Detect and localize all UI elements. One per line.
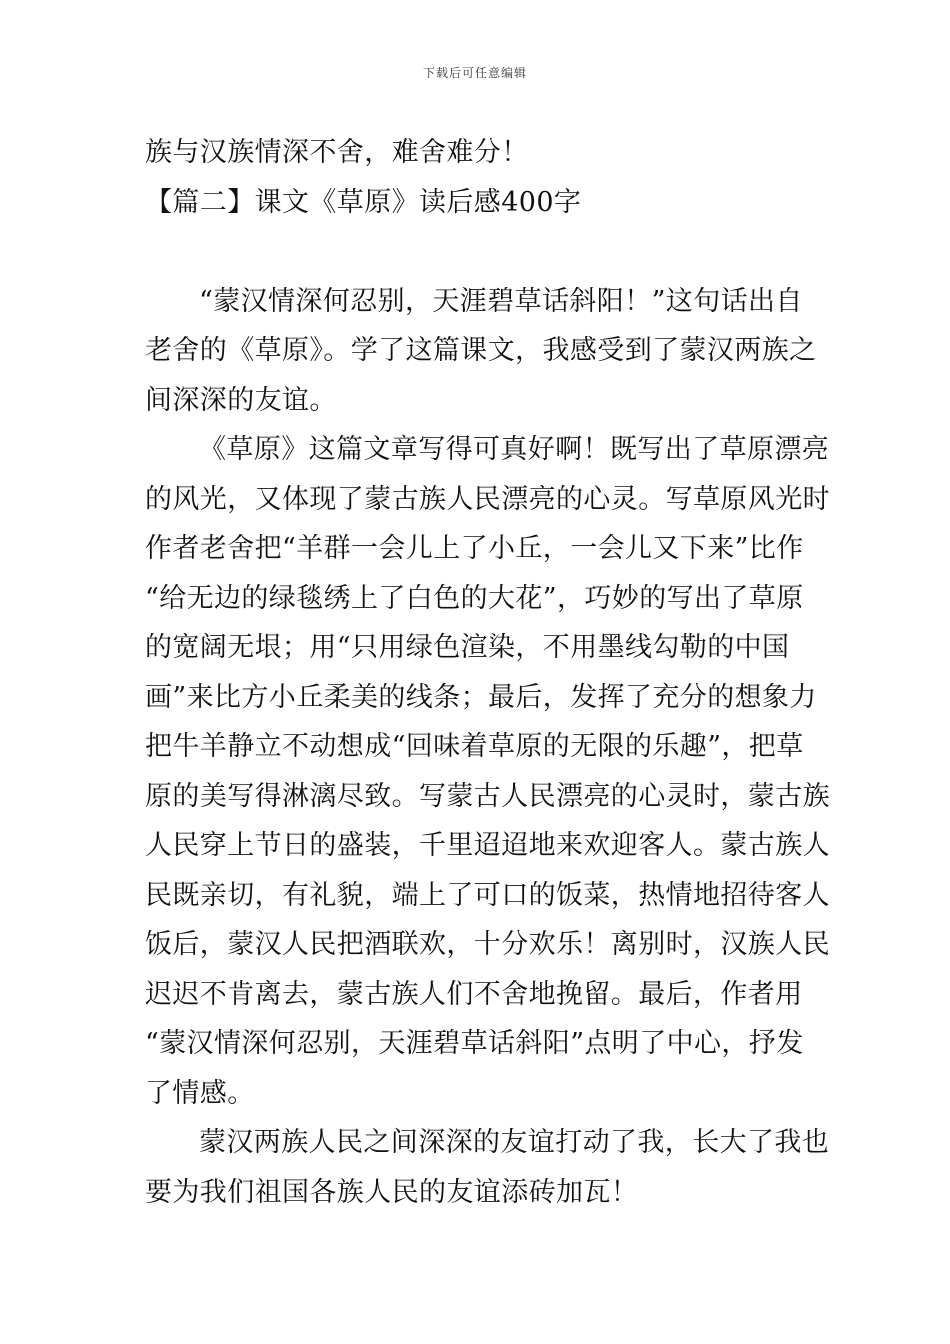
- text-line: “给无边的绿毯绣上了白色的大花”，巧妙的写出了草原: [145, 582, 804, 614]
- text-line: 要为我们祖国各族人民的友谊添砖加瓦！: [145, 1176, 639, 1208]
- text-line: 了情感。: [145, 1077, 255, 1109]
- text-line: 把牛羊静立不动想成“回味着草原的无限的乐趣”，把草: [145, 731, 804, 762]
- text-line: 族与汉族情深不舍，难舍难分！: [145, 137, 529, 168]
- text-line: 迟迟不肯离去，蒙古族人们不舍地挽留。最后，作者用: [145, 978, 803, 1010]
- text-line: 画”来比方小丘柔美的线条；最后，发挥了充分的想象力: [145, 681, 817, 713]
- section-heading: 【篇二】课文《草原》读后感400字: [145, 186, 582, 218]
- text-line: 作者老舍把“羊群一会儿上了小丘，一会儿又下来”比作: [145, 533, 804, 564]
- text-line: 间深深的友谊。: [145, 384, 337, 416]
- text-line: “蒙汉情深何忍别，天涯碧草话斜阳！”这句话出自: [199, 285, 803, 317]
- text-line: 饭后，蒙汉人民把酒联欢，十分欢乐！离别时，汉族人民: [145, 929, 830, 960]
- paragraph-1: [145, 277, 817, 426]
- text-line: 蒙汉两族人民之间深深的友谊打动了我，长大了我也: [199, 1127, 830, 1158]
- text-line: 老舍的《草原》。学了这篇课文，我感受到了蒙汉两族之: [145, 335, 817, 366]
- text-line: 民既亲切，有礼貌，端上了可口的饭菜，热情地招待客人: [145, 879, 830, 911]
- paragraph-3: [145, 1118, 830, 1217]
- document-body: [145, 128, 830, 1217]
- text-line: “蒙汉情深何忍别，天涯碧草话斜阳”点明了中心，抒发: [145, 1028, 804, 1059]
- text-line: 的宽阔无垠；用“只用绿色渲染，不用墨线勾勒的中国: [145, 632, 790, 663]
- page-header: 下载后可任意编辑: [422, 66, 527, 80]
- paragraph-2: [145, 425, 830, 1118]
- text-line: 原的美写得淋漓尽致。写蒙古人民漂亮的心灵时，蒙古族: [145, 780, 830, 812]
- text-line: 人民穿上节日的盛装，千里迢迢地来欢迎客人。蒙古族人: [145, 830, 830, 861]
- text-line: 《草原》这篇文章写得可真好啊！既写出了草原漂亮: [199, 434, 830, 465]
- blank-line: [145, 227, 810, 277]
- text-line: 的风光，又体现了蒙古族人民漂亮的心灵。写草原风光时: [145, 483, 830, 515]
